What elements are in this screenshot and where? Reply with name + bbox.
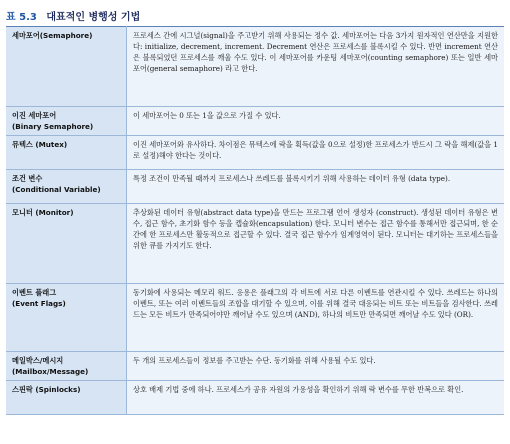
description-cell: 동기화에 사용되는 메모리 워드. 응용은 플래그의 각 비트에 서로 다른 이벤트를 연관시킬 수 있다. 쓰레드는 하나의 이벤트, 또는 여러 이벤트들의 조합을 대기할 수 있으며, 이를 위해 결국 대응되는 비트 또는 비트들을 검사한다. 쓰레드는 모든 비트가 만족되어야만 깨어날 수도 있으며 (AND), 하나의 비트만 만족되면 깨어날 수도 있다 (OR).	[127, 284, 505, 352]
description-cell: 상호 배제 기법 중에 하나. 프로세스가 공유 자원의 가용성을 확인하기 위해 락 변수를 무한 반복으로 확인.	[127, 381, 505, 415]
term-english: (Binary Semaphore)	[12, 122, 94, 131]
table-row	[6, 204, 504, 284]
term-cell	[6, 284, 127, 352]
term-english: (Conditional Variable)	[12, 185, 101, 194]
table-row	[6, 284, 504, 352]
term-name: 스핀락 (Spinlocks)	[12, 385, 81, 394]
term-name: 이벤트 플래그	[12, 288, 57, 297]
term-cell	[6, 27, 127, 107]
table-row	[6, 107, 504, 136]
description-cell: 두 개의 프로세스들이 정보를 주고받는 수단. 동기화를 위해 사용될 수도 있다.	[127, 352, 505, 381]
term-name: 메일박스/메시지	[12, 356, 64, 365]
term-cell	[6, 136, 127, 170]
table-caption	[6, 8, 140, 23]
table-row	[6, 352, 504, 381]
term-name: 세마포어(Semaphore)	[12, 31, 93, 40]
description-cell: 이진 세마포어와 유사하다. 차이점은 뮤텍스에 락을 획득(값을 0으로 설정)한 프로세스가 반드시 그 락을 해제(값을 1로 설정)해야 한다는 것이다.	[127, 136, 505, 170]
term-english: (Event Flags)	[12, 299, 66, 308]
table-title: 대표적인 병행성 기법	[46, 12, 141, 23]
term-name: 뮤텍스 (Mutex)	[12, 140, 68, 149]
table-number: 표 5.3	[6, 12, 37, 23]
description-cell: 추상화된 데이터 유형(abstract data type)을 만드는 프로그램 언어 생성자 (construct). 생성된 데이터 유형은 변수, 접근 함수, 초기화 함수 등을 캡슐화(encapsulation) 한다. 모니터 변수는 접근 함수를 통해서만 접근되며, 한 순간에 한 프로세스만 활동적으로 접근할 수 있다. 결국 접근 함수가 임계영역이 된다. 모니터는 대기하는 프로세스들을 위한 큐를 가지기도 한다.	[127, 204, 505, 284]
term-english: (Mailbox/Message)	[12, 367, 89, 376]
term-cell	[6, 170, 127, 204]
term-name: 이진 세마포어	[12, 111, 57, 120]
term-cell	[6, 107, 127, 136]
description-cell: 특정 조건이 만족될 때까지 프로세스나 쓰레드를 블록시키기 위해 사용하는 데이터 유형 (data type).	[127, 170, 505, 204]
table-row	[6, 170, 504, 204]
description-cell: 이 세마포어는 0 또는 1을 값으로 가질 수 있다.	[127, 107, 505, 136]
term-name: 조건 변수	[12, 174, 43, 183]
table-row	[6, 381, 504, 415]
term-name: 모니터 (Monitor)	[12, 208, 74, 217]
term-cell	[6, 381, 127, 415]
term-cell	[6, 204, 127, 284]
table-row	[6, 27, 504, 107]
concurrency-mechanisms-table	[6, 26, 504, 415]
term-cell	[6, 352, 127, 381]
table-row	[6, 136, 504, 170]
description-cell: 프로세스 간에 시그널(signal)을 주고받기 위해 사용되는 정수 값. 세마포어는 다음 3가지 원자적인 연산만을 지원한다: initialize, decrement, increment. Decrement 연산은 프로세스를 블록시킬 수 있다. 반면 increment 연산은 블록되었던 프로세스를 깨울 수도 있다. 이 세마포어를 카운팅 세마포어(counting semaphore) 또는 일반 세마포어(general semaphore) 라고 한다.	[127, 27, 505, 107]
